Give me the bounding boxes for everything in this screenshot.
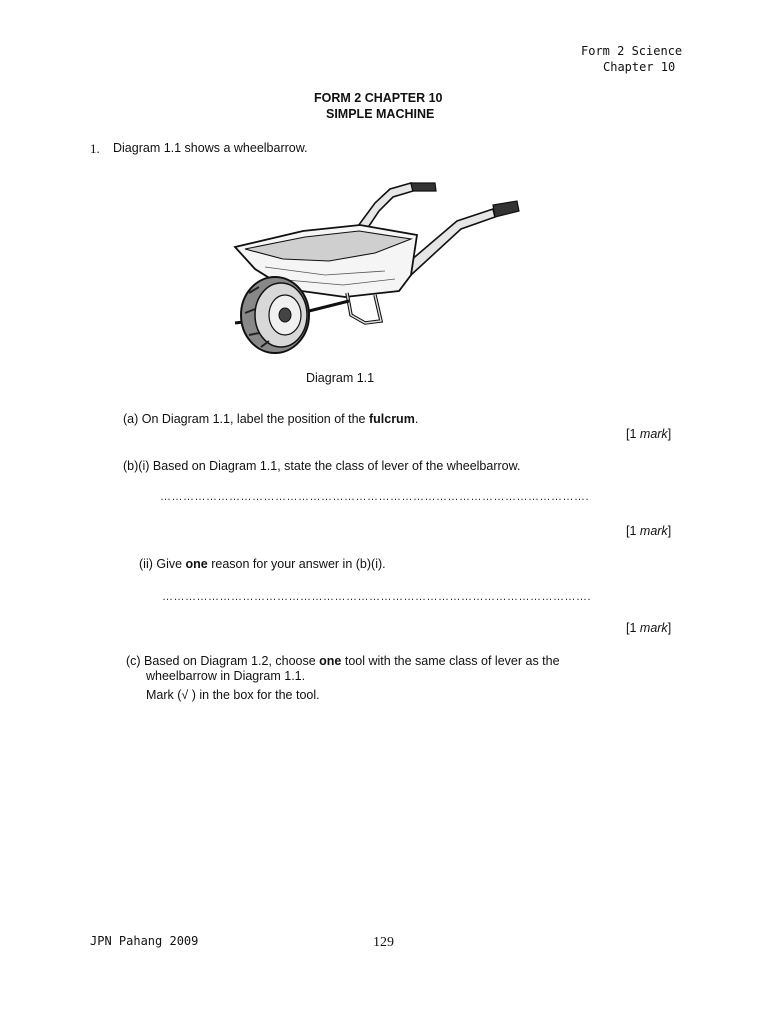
part-c-line1 bbox=[126, 654, 560, 668]
part-b-ii-marks bbox=[626, 621, 671, 635]
part-a-prompt: (a) On Diagram 1.1, label the position of the bbox=[123, 412, 369, 426]
question-intro: Diagram 1.1 shows a wheelbarrow. bbox=[113, 141, 308, 155]
part-c-line3: Mark (√ ) in the box for the tool. bbox=[146, 688, 320, 702]
part-b-i-text: (b)(i) Based on Diagram 1.1, state the class of lever of the wheelbarrow. bbox=[123, 459, 521, 473]
part-c-prompt-end: tool with the same class of lever as the bbox=[341, 654, 560, 668]
mark-word: mark bbox=[639, 621, 668, 635]
mark-open: [1 bbox=[626, 427, 640, 441]
mark-close: ] bbox=[667, 524, 672, 538]
part-b-ii-answer-line[interactable]: …………………………………………………………………………………………………. bbox=[162, 591, 592, 603]
header-chapter: Chapter 10 bbox=[603, 60, 676, 74]
mark-close: ] bbox=[667, 427, 672, 441]
part-a-marks bbox=[626, 427, 671, 441]
mark-word: mark bbox=[639, 524, 668, 538]
header-subject: Form 2 Science bbox=[581, 44, 683, 58]
part-a-end: . bbox=[414, 412, 419, 426]
part-b-ii-text bbox=[139, 557, 386, 571]
part-b-ii-prompt: (ii) Give bbox=[139, 557, 186, 571]
mark-close: ] bbox=[667, 621, 672, 635]
page-subtitle: SIMPLE MACHINE bbox=[326, 107, 435, 121]
mark-open: [1 bbox=[626, 621, 640, 635]
mark-open: [1 bbox=[626, 524, 640, 538]
page-title: FORM 2 CHAPTER 10 bbox=[314, 91, 443, 105]
footer-source: JPN Pahang 2009 bbox=[90, 934, 199, 948]
part-b-i-answer-line[interactable]: …………………………………………………………………………………………………. bbox=[160, 491, 590, 503]
part-c-line2: wheelbarrow in Diagram 1.1. bbox=[146, 669, 306, 683]
mark-word: mark bbox=[639, 427, 668, 441]
part-a-text bbox=[123, 412, 418, 426]
part-c-prompt: (c) Based on Diagram 1.2, choose bbox=[126, 654, 320, 668]
diagram-caption: Diagram 1.1 bbox=[306, 371, 375, 385]
part-c-keyword: one bbox=[319, 654, 342, 668]
wheelbarrow-illustration bbox=[225, 175, 525, 365]
page-number: 129 bbox=[373, 935, 394, 950]
part-b-i-marks bbox=[626, 524, 671, 538]
part-b-ii-prompt-end: reason for your answer in (b)(i). bbox=[207, 557, 386, 571]
part-b-ii-keyword: one bbox=[185, 557, 208, 571]
question-number: 1. bbox=[90, 141, 100, 156]
part-a-keyword: fulcrum bbox=[368, 412, 415, 426]
